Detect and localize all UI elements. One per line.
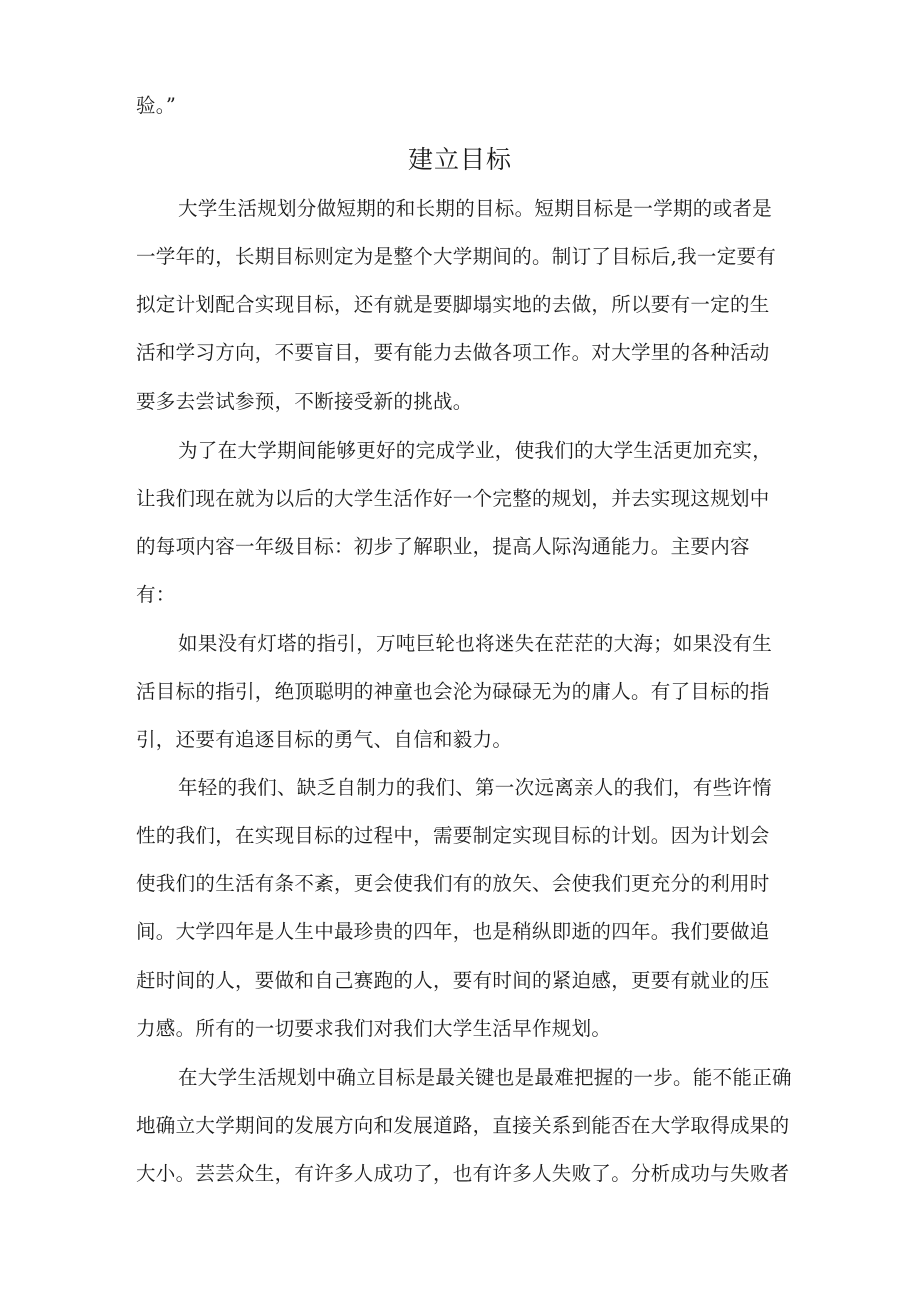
paragraph-4-line-1: 年轻的我们、缺乏自制力的我们、第一次远离亲人的我们，有些许惰 — [178, 776, 773, 799]
paragraph-1-line-5: 要多去尝试参预，不断接受新的挑战。 — [136, 390, 473, 413]
paragraph-2-line-3: 的每项内容一年级目标：初步了解职业，提高人际沟通能力。主要内容 — [136, 535, 750, 558]
paragraph-1-line-1: 大学生活规划分做短期的和长期的目标。短期目标是一学期的或者是 — [178, 197, 773, 220]
fragment-line: 验。” — [136, 94, 177, 117]
paragraph-5-line-1: 在大学生活规划中确立目标是最关键也是最难把握的一步。能不能正确 — [178, 1066, 792, 1089]
paragraph-2-line-2: 让我们现在就为以后的大学生活作好一个完整的规划，并去实现这规划中 — [136, 487, 770, 510]
paragraph-5-line-3: 大小。芸芸众生，有许多人成功了，也有许多人失败了。分析成功与失败者 — [136, 1162, 790, 1185]
paragraph-3-line-2: 活目标的指引，绝顶聪明的神童也会沦为碌碌无为的庸人。有了目标的指 — [136, 680, 770, 703]
paragraph-1-line-2: 一学年的，长期目标则定为是整个大学期间的。制订了目标后,我一定要有 — [136, 245, 777, 268]
paragraph-4-line-4: 间。大学四年是人生中最珍贵的四年，也是稍纵即逝的四年。我们要做追 — [136, 920, 770, 943]
paragraph-1-line-4: 活和学习方向，不要盲目，要有能力去做各项工作。对大学里的各种活动 — [136, 341, 770, 364]
paragraph-1-line-3: 拟定计划配合实现目标，还有就是要脚塌实地的去做，所以要有一定的生 — [136, 293, 770, 316]
paragraph-5-line-2: 地确立大学期间的发展方向和发展道路，直接关系到能否在大学取得成果的 — [136, 1114, 790, 1137]
paragraph-3-line-1: 如果没有灯塔的指引，万吨巨轮也将迷失在茫茫的大海；如果没有生 — [178, 632, 773, 655]
paragraph-4-line-6: 力感。所有的一切要求我们对我们大学生活早作规划。 — [136, 1017, 612, 1040]
paragraph-2-line-1: 为了在大学期间能够更好的完成学业，使我们的大学生活更加充实， — [178, 439, 773, 462]
paragraph-3-line-3: 引，还要有追逐目标的勇气、自信和毅力。 — [136, 728, 513, 751]
paragraph-4-line-2: 性的我们，在实现目标的过程中，需要制定实现目标的计划。因为计划会 — [136, 824, 770, 847]
paragraph-2-line-4: 有： — [136, 583, 176, 606]
paragraph-4-line-5: 赶时间的人，要做和自己赛跑的人，要有时间的紧迫感，更要有就业的压 — [136, 969, 770, 992]
paragraph-4-line-3: 使我们的生活有条不紊，更会使我们有的放矢、会使我们更充分的利用时 — [136, 872, 770, 895]
section-heading: 建立目标 — [407, 145, 512, 174]
